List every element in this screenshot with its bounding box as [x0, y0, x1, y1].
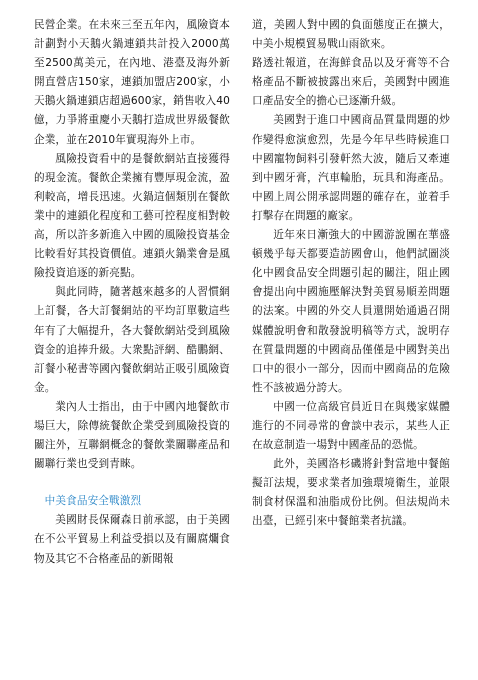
paragraph-quality-issues: 美國對于進口中國商品質量問題的炒作變得愈演愈烈，先是今年早些時候進口中國寵物飼料引發軒然大波，隨后又牽連到中國牙膏，汽車輪胎，玩具和海產品。中國上周公開承認問題的確存在，並着手打擊存在問題的廠家。	[252, 114, 450, 222]
paragraph-los-angeles: 此外，美國洛杉磯將針對當地中餐館擬訂法規，要求業者加強環境衛生，並限制食材保溫和油脂成份比例。但法規尚未出臺，已經引來中餐館業者抗議。	[252, 458, 450, 528]
paragraph-lobby: 近年來日漸強大的中國游說團在華盛頓幾乎每天都要造訪國會山，他們試圖淡化中國食品安全問題引起的關注，阻止國會提出向中國施壓解決對美貿易順差問題的法案。中國的外交人員還開始通過召開媒體說明會和散發說明稿等方式，說明存在質量問題的中國商品僅僅是中國對美出口中的很小一部分，因而中國商品的危險性不該被過分誇大。	[252, 229, 450, 394]
paragraph-official: 中國一位高級官員近日在與幾家媒體進行的不同尋常的會談中表示，某些人正在故意制造一場對中國產品的恐慌。	[252, 400, 450, 452]
paragraph-industry-insider: 業內人士指出，由于中國內地餐飲市場巨大，除傳統餐飲企業受到風險投資的關注外，互聯網概念的餐飲業關聯產品和關聯行業也受到青睞。	[34, 400, 230, 471]
right-column	[252, 16, 450, 532]
paragraph-venture-plan: 民營企業。在未來三至五年內，風險資本計劃對小天鵝火鍋連鎖共計投入2000萬至2500萬美元，在內地、港臺及海外新開直營店150家，連鎖加盟店200家，小天鵝火鍋連鎖店超過600家，銷售收入40億，力爭將重慶小天鵝打造成世界級餐飲企業，並在2010年實現海外上市。	[34, 19, 230, 146]
paragraph-reuters: 路透社報道，在海鮮食品以及牙膏等不合格產品不斷被披露出來后，美國對中國進口產品安全的擔心已逐漸升級。	[252, 57, 450, 108]
paragraph-paulson: 美國財長保爾森日前承認，由于美國在不公平貿易上利益受損以及有關腐爛食物及其它不合格產品的新聞報	[34, 514, 230, 565]
paragraph-cash-flow: 風險投資看中的是餐飲網站直接獲得的現金流。餐飲企業擁有豐厚現金流，盈利較高，增長迅速。火鍋這個類別在餐飲業中的連鎖化程度和工藝可控程度相對較高，所以許多新進入中國的風險投資基金比較看好其投資價值。連鎖火鍋業會是風險投資追逐的新亮點。	[34, 152, 230, 280]
paragraph-online-ordering: 與此同時，隨著越來越多的人習慣網上訂餐，各大訂餐網站的平均訂單數這些年有了大幅提升，各大餐飲網站受到風險資金的追捧升級。大衆點評網、酷鵬網、訂餐小秘書等國內餐飲網站正吸引風險資金。	[34, 286, 230, 394]
section-heading: 中美食品安全戰激烈	[44, 495, 142, 508]
paragraph-trade-war: 道，美國人對中國的負面態度正在擴大，中美小規模貿易戰山雨欲來。	[252, 19, 450, 51]
left-column	[34, 16, 230, 569]
